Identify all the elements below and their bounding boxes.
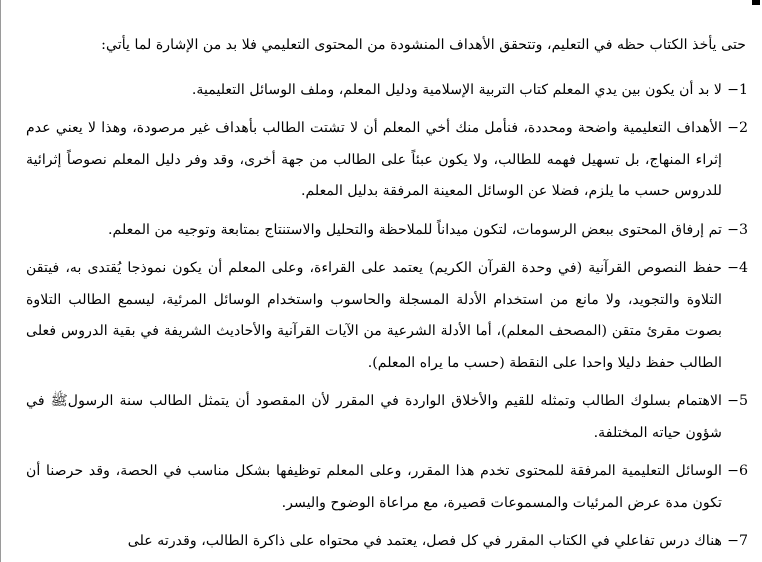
list-item-3 — [26, 215, 748, 247]
document-body — [26, 30, 748, 562]
intro-paragraph: حتى يأخذ الكتاب حظه في التعليم، وتتحقق الأهداف المنشودة من المحتوى التعليمي فلا بد من الإشارة لما يأتي: — [101, 37, 746, 53]
list-item-5 — [26, 386, 748, 449]
item-text: هناك درس تفاعلي في الكتاب المقرر في كل فصل، يعتمد في محتواه على ذاكرة الطالب، وقدرته على — [127, 533, 722, 549]
list-item-2 — [26, 113, 748, 208]
item-text: الاهتمام بسلوك الطالب وتمثله للقيم والأخلاق الواردة في المقرر لأن المقصود أن يتمثل الطالب سنة الرسولﷺ في شؤون حياته المختلفة. — [26, 393, 722, 441]
item-number: 7− — [727, 533, 748, 549]
list-item-4 — [26, 253, 748, 379]
page-left-border — [0, 0, 1, 562]
item-number: 4− — [727, 260, 748, 276]
item-number: 1− — [727, 81, 748, 98]
list-item-6 — [26, 456, 748, 519]
item-text: الوسائل التعليمية المرفقة للمحتوى تخدم هذا المقرر، وعلى المعلم توظيفها بشكل مناسب في الحصة، وقد حرصنا أن تكون مدة عرض المرئيات والمسموعات قصيرة، مع مراعاة الوضوح واليسر. — [26, 463, 722, 511]
item-number: 6− — [727, 463, 748, 479]
item-text: حفظ النصوص القرآنية (في وحدة القرآن الكريم) يعتمد على القراءة، وعلى المعلم أن يكون نموذجا يُقتدى به، فيتقن التلاوة والتجويد، ولا مانع من استخدام الأدلة المسجلة والحاسوب واستخدام الوسائل المرئية، ليسمع الطالب التلاوة بصوت مقرئ متقن (المصحف المعلم)، أما الأدلة الشرعية من الآيات القرآنية والأحاديث الشريفة في بقية الدروس فعلى الطالب حفظ دليلا واحدا على النقطة (حسب ما يراه المعلم). — [26, 260, 722, 371]
list-item-1 — [26, 75, 748, 107]
page-corner-mark — [752, 0, 760, 5]
item-text: الأهداف التعليمية واضحة ومحددة، فنأمل منك أخي المعلم أن لا تشتت الطالب بأهداف غير مرصودة، وهذا لا يعني عدم إثراء المنهاج، بل تسهيل فهمه للطالب، ولا يكون عبئاً على الطالب من جهة أخرى، وقد وفر دليل المعلم نصوصاً إثرائية للدروس حسب ما يلزم، فضلا عن الوسائل المعينة المرفقة بدليل المعلم. — [26, 120, 722, 199]
item-text: لا بد أن يكون بين يدي المعلم كتاب التربية الإسلامية ودليل المعلم، وملف الوسائل التعليمية. — [191, 81, 722, 98]
item-number: 2− — [727, 120, 748, 136]
item-number: 5− — [727, 393, 748, 409]
item-text: تم إرفاق المحتوى ببعض الرسومات، لتكون ميداناً للملاحظة والتحليل والاستنتاج بمتابعة وتوجيه من المعلم. — [108, 221, 722, 238]
item-number: 3− — [727, 221, 748, 238]
list-item-7 — [26, 526, 748, 558]
